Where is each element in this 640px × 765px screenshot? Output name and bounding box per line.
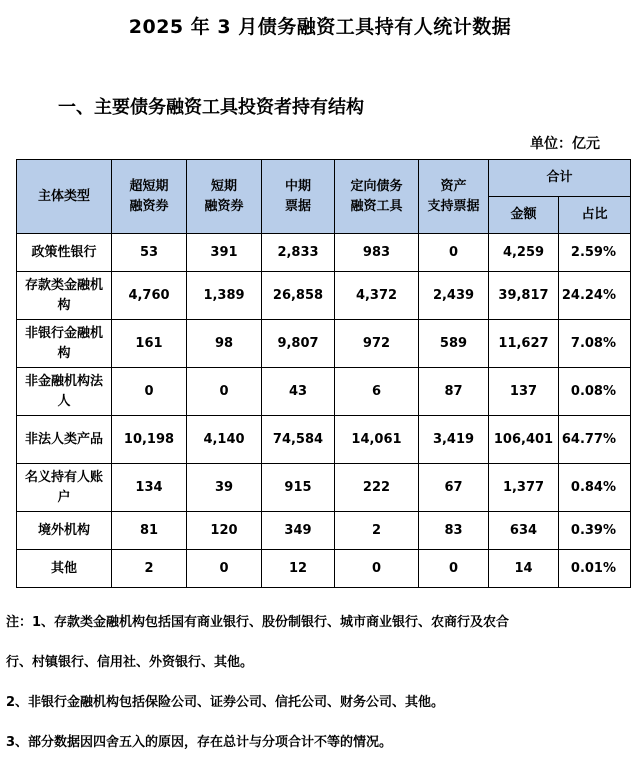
cell-mtn: 74,584 <box>262 416 335 464</box>
cell-short: 391 <box>187 234 262 272</box>
cell-share: 0.01% <box>559 550 631 588</box>
table-row <box>17 320 631 368</box>
cell-share: 2.59% <box>559 234 631 272</box>
cell-mtn: 915 <box>262 464 335 512</box>
cell-ppn: 4,372 <box>335 272 419 320</box>
cell-mtn: 2,833 <box>262 234 335 272</box>
cell-short: 39 <box>187 464 262 512</box>
header-subject-type: 主体类型 <box>17 160 112 234</box>
cell-abn: 0 <box>419 550 489 588</box>
cell-abn: 2,439 <box>419 272 489 320</box>
header-mtn-line1: 中期 <box>284 178 311 194</box>
table-row <box>17 512 631 550</box>
cell-abn: 83 <box>419 512 489 550</box>
header-ppn <box>335 160 419 234</box>
cell-ppn: 14,061 <box>335 416 419 464</box>
cell-share: 0.39% <box>559 512 631 550</box>
cell-ppn: 2 <box>335 512 419 550</box>
cell-short: 120 <box>187 512 262 550</box>
cell-share: 64.77% <box>559 416 631 464</box>
row-label: 境外机构 <box>17 512 112 550</box>
row-label: 名义持有人账户 <box>17 464 112 512</box>
table-row <box>17 234 631 272</box>
header-abn-line2: 支持票据 <box>427 198 480 214</box>
cell-ppn: 0 <box>335 550 419 588</box>
cell-amount: 4,259 <box>489 234 559 272</box>
cell-ppn: 222 <box>335 464 419 512</box>
cell-amount: 14 <box>489 550 559 588</box>
page-title: 2025 年 3 月债务融资工具持有人统计数据 <box>128 16 512 38</box>
cell-super-short: 0 <box>112 368 187 416</box>
cell-amount: 1,377 <box>489 464 559 512</box>
header-abn <box>419 160 489 234</box>
row-label: 政策性银行 <box>17 234 112 272</box>
cell-abn: 87 <box>419 368 489 416</box>
cell-mtn: 12 <box>262 550 335 588</box>
row-label: 非银行金融机构 <box>17 320 112 368</box>
cell-super-short: 53 <box>112 234 187 272</box>
cell-super-short: 134 <box>112 464 187 512</box>
cell-short: 0 <box>187 550 262 588</box>
cell-super-short: 10,198 <box>112 416 187 464</box>
cell-ppn: 6 <box>335 368 419 416</box>
row-label: 其他 <box>17 550 112 588</box>
header-abn-line1: 资产 <box>440 178 467 194</box>
cell-abn: 67 <box>419 464 489 512</box>
cell-super-short: 81 <box>112 512 187 550</box>
table-row <box>17 416 631 464</box>
header-super-short-line1: 超短期 <box>129 178 169 194</box>
header-super-short-line2: 融资券 <box>129 198 169 214</box>
cell-abn: 589 <box>419 320 489 368</box>
table-row <box>17 272 631 320</box>
cell-short: 1,389 <box>187 272 262 320</box>
cell-amount: 11,627 <box>489 320 559 368</box>
table-row <box>17 464 631 512</box>
header-share: 占比 <box>559 197 631 234</box>
cell-amount: 634 <box>489 512 559 550</box>
cell-mtn: 349 <box>262 512 335 550</box>
note-1-line-1: 注：1、存款类金融机构包括国有商业银行、股份制银行、城市商业银行、农商行及农合 <box>6 615 510 630</box>
header-total: 合计 <box>489 160 631 197</box>
cell-amount: 137 <box>489 368 559 416</box>
row-label: 存款类金融机构 <box>17 272 112 320</box>
cell-mtn: 9,807 <box>262 320 335 368</box>
note-1-line-2: 行、村镇银行、信用社、外资银行、其他。 <box>6 655 254 670</box>
cell-ppn: 983 <box>335 234 419 272</box>
cell-short: 4,140 <box>187 416 262 464</box>
header-amount: 金额 <box>489 197 559 234</box>
cell-share: 0.08% <box>559 368 631 416</box>
cell-abn: 0 <box>419 234 489 272</box>
holder-structure-table <box>16 159 631 588</box>
header-ppn-line2: 融资工具 <box>350 198 403 214</box>
cell-mtn: 43 <box>262 368 335 416</box>
header-short-cp <box>187 160 262 234</box>
note-3: 3、部分数据因四舍五入的原因，存在总计与分项合计不等的情况。 <box>6 735 393 750</box>
cell-amount: 106,401 <box>489 416 559 464</box>
cell-short: 0 <box>187 368 262 416</box>
header-short-line2: 融资券 <box>204 198 244 214</box>
header-mtn-line2: 票据 <box>284 198 311 214</box>
table-row <box>17 550 631 588</box>
cell-share: 0.84% <box>559 464 631 512</box>
cell-abn: 3,419 <box>419 416 489 464</box>
note-2: 2、非银行金融机构包括保险公司、证券公司、信托公司、财务公司、其他。 <box>6 695 445 710</box>
cell-ppn: 972 <box>335 320 419 368</box>
table-row <box>17 368 631 416</box>
cell-super-short: 161 <box>112 320 187 368</box>
cell-mtn: 26,858 <box>262 272 335 320</box>
header-mtn <box>262 160 335 234</box>
unit-label: 单位：亿元 <box>530 136 600 152</box>
cell-amount: 39,817 <box>489 272 559 320</box>
row-label: 非金融机构法人 <box>17 368 112 416</box>
cell-share: 7.08% <box>559 320 631 368</box>
header-short-line1: 短期 <box>210 178 237 194</box>
cell-share: 24.24% <box>559 272 631 320</box>
section-heading: 一、主要债务融资工具投资者持有结构 <box>58 97 364 118</box>
row-label: 非法人类产品 <box>17 416 112 464</box>
cell-super-short: 4,760 <box>112 272 187 320</box>
header-super-short-cp <box>112 160 187 234</box>
cell-super-short: 2 <box>112 550 187 588</box>
cell-short: 98 <box>187 320 262 368</box>
header-ppn-line1: 定向债务 <box>350 178 403 194</box>
